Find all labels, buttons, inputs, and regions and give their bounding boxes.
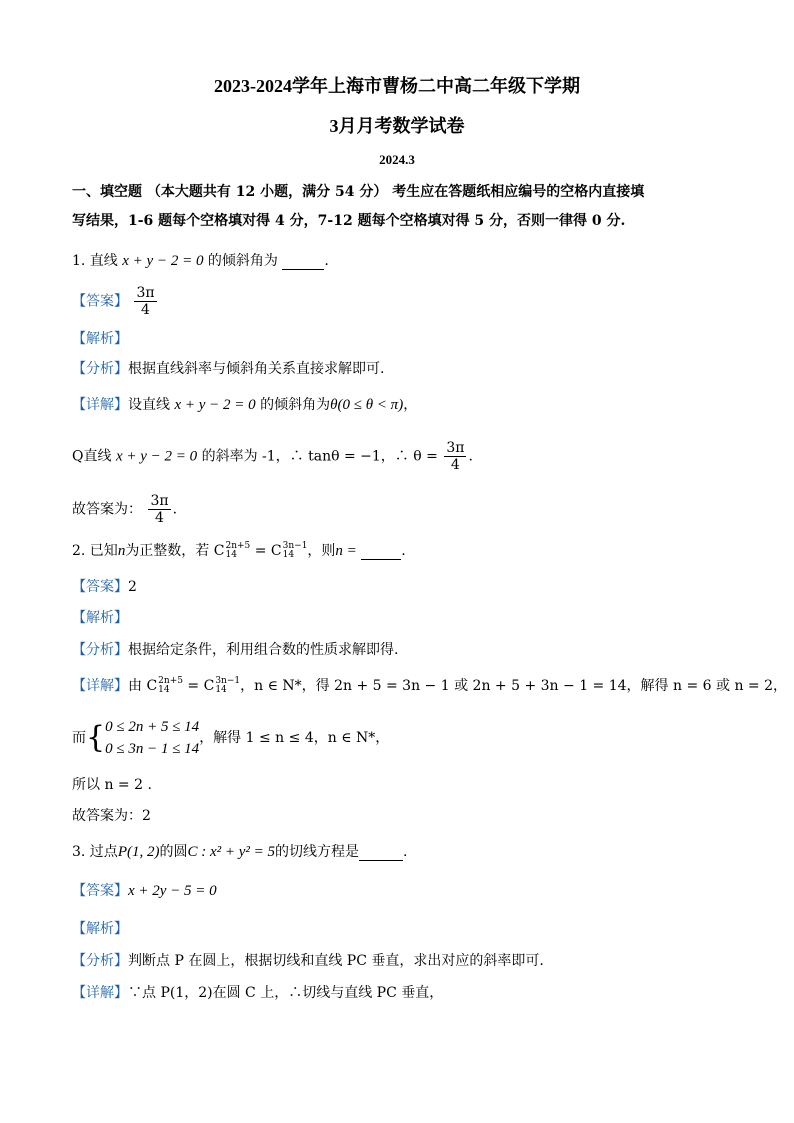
q3-answer-value: x + 2y − 5 = 0 [128,883,217,899]
fraction-denominator: 4 [155,510,164,526]
q3-answer [72,882,217,900]
q3-analysis-text: 判断点 P 在圆上，根据切线和直线 PC 垂直，求出对应的斜率即可. [128,953,544,969]
fraction-numerator: 3π [446,440,465,456]
q1-text: 的倾斜角为 [207,253,278,269]
fraction-numerator: 3π [136,285,155,301]
q2-end: . [401,543,406,559]
q1-analysis [72,360,384,378]
q2-text-b: ，则 [307,543,336,559]
q3-end: . [403,844,408,860]
q2-detail-2 [72,716,389,760]
q1-analysis-text: 根据直线斜率与倾斜角关系直接求解即可. [128,361,385,377]
q1-answer [72,285,159,318]
q1-d2-text: Q直线 [72,448,112,465]
q1-d2-fraction [444,440,466,473]
answer-label: 【答案】 [72,293,128,310]
q2-d1-solution: ，n ∈ N*，得 2n + 5 = 3n − 1 或 2n + 5 + 3n − 1 = 14，解得 n = 6 或 n = 2， [240,678,788,694]
q1-final-end: . [172,501,178,518]
q3-circle-equation: C : x² + y² = 5 [187,844,276,860]
detail-label: 【详解】 [72,678,128,694]
exam-subtitle: 3月月考数学试卷 [329,116,465,136]
q1-end: . [324,253,329,269]
q1-prefix: 1. 直线 [72,253,118,269]
q2-d2-text: 而 [72,730,86,746]
q2-inequality-system [105,716,199,760]
exam-date: 2024.3 [379,152,415,167]
q2-text-a: 为正整数，若 C [125,543,225,559]
q2-final: 故答案为：2 [72,808,151,824]
q2-jiexi-label: 【解析】 [72,610,128,626]
q2-n-equals: n = [335,543,357,559]
q1-final-text: 故答案为： [72,501,142,518]
q3-detail-text: ∵点 P(1，2)在圆 C 上，∴切线与直线 PC 垂直， [128,985,444,1001]
analysis-label: 【分析】 [72,953,128,969]
q1-d2-slope-text: 的斜率为 -1，∴ tanθ = −1，∴ θ = [201,448,438,465]
analysis-label: 【分析】 [72,642,128,658]
q3-jiexi-label: 【解析】 [72,921,128,937]
superscript: 2n+5 [158,676,183,686]
section-heading-cont: 写结果，1-6 题每个空格填对得 4 分，7-12 题每个空格填对得 5 分，否则一律得 0 分. [72,213,626,229]
q1-d1-equation: x + y − 2 = 0 [174,397,256,413]
answer-label: 【答案】 [72,883,128,899]
q2-var-n: n [117,543,126,559]
q2-detail-1 [72,677,787,695]
section-heading: 一、填空题 （本大题共有 12 小题，满分 54 分） 考生应在答题纸相应编号的空格内直接填 [72,184,645,200]
q1-d1-theta: θ(0 ≤ θ < π) [330,397,404,413]
q3-point: P(1, 2) [117,844,160,860]
q1-blank [282,269,324,270]
q1-answer-fraction [134,285,156,318]
q2-answer [72,578,137,596]
q3-detail [72,984,443,1002]
q2-d1-equals: = C [182,678,215,694]
superscript: 2n+5 [225,541,251,551]
analysis-label: 【分析】 [72,361,128,377]
question-1 [72,252,329,270]
q3-blank [359,860,403,861]
q1-jiexi-label: 【解析】 [72,331,128,347]
fraction-denominator: 4 [141,302,150,318]
exam-title: 2023-2024学年上海市曹杨二中高二年级下学期 [214,76,580,96]
q2-d1-text: 由 C [128,678,158,694]
left-brace-icon: { [86,720,106,755]
fraction-denominator: 4 [450,457,460,473]
q2-comb-1-indices [225,542,250,560]
detail-label: 【详解】 [72,397,128,413]
q2-d1-comb-2-indices [215,677,240,695]
q1-detail-1 [72,396,417,414]
subscript: 14 [215,685,227,695]
q1-detail-2 [72,440,473,473]
q1-d2-end: . [468,448,473,465]
detail-label: 【详解】 [72,985,128,1001]
q1-equation: x + y − 2 = 0 [122,253,204,269]
q2-d1-comb-1-indices [158,677,183,695]
q2-d2-solution: ，解得 1 ≤ n ≤ 4，n ∈ N*， [199,730,390,746]
q1-d1-text: 设直线 [128,397,170,413]
q3-prefix: 3. 过点 [72,844,118,860]
superscript: 3n−1 [215,676,241,686]
subscript: 14 [282,550,295,560]
q1-d1-text-b: 的倾斜角为 [260,397,331,413]
fraction-numerator: 3π [150,493,169,509]
question-2 [72,542,406,560]
q2-analysis-text: 根据给定条件，利用组合数的性质求解即得. [128,642,399,658]
subscript: 14 [225,550,237,560]
q3-text-b: 的切线方程是 [275,844,360,860]
q1-d1-comma: ， [403,397,418,413]
answer-label: 【答案】 [72,579,128,595]
q2-detail-3: 所以 n = 2 . [72,777,152,793]
q1-d2-equation: x + y − 2 = 0 [115,448,198,465]
q2-comb-2-indices [283,542,308,560]
q2-blank [361,559,401,560]
q1-final-fraction [148,493,170,526]
q3-text-a: 的圆 [159,844,188,860]
q3-analysis [72,952,544,970]
q2-analysis [72,641,398,659]
question-3 [72,843,407,861]
inequality-row: 0 ≤ 3n − 1 ≤ 14 [105,741,200,757]
inequality-row: 0 ≤ 2n + 5 ≤ 14 [105,719,200,735]
q1-final [72,493,177,526]
subscript: 14 [158,685,170,695]
q2-answer-value: 2 [128,579,137,595]
q2-equals: = C [250,543,282,559]
superscript: 3n−1 [282,541,308,551]
q2-prefix: 2. 已知 [72,543,118,559]
